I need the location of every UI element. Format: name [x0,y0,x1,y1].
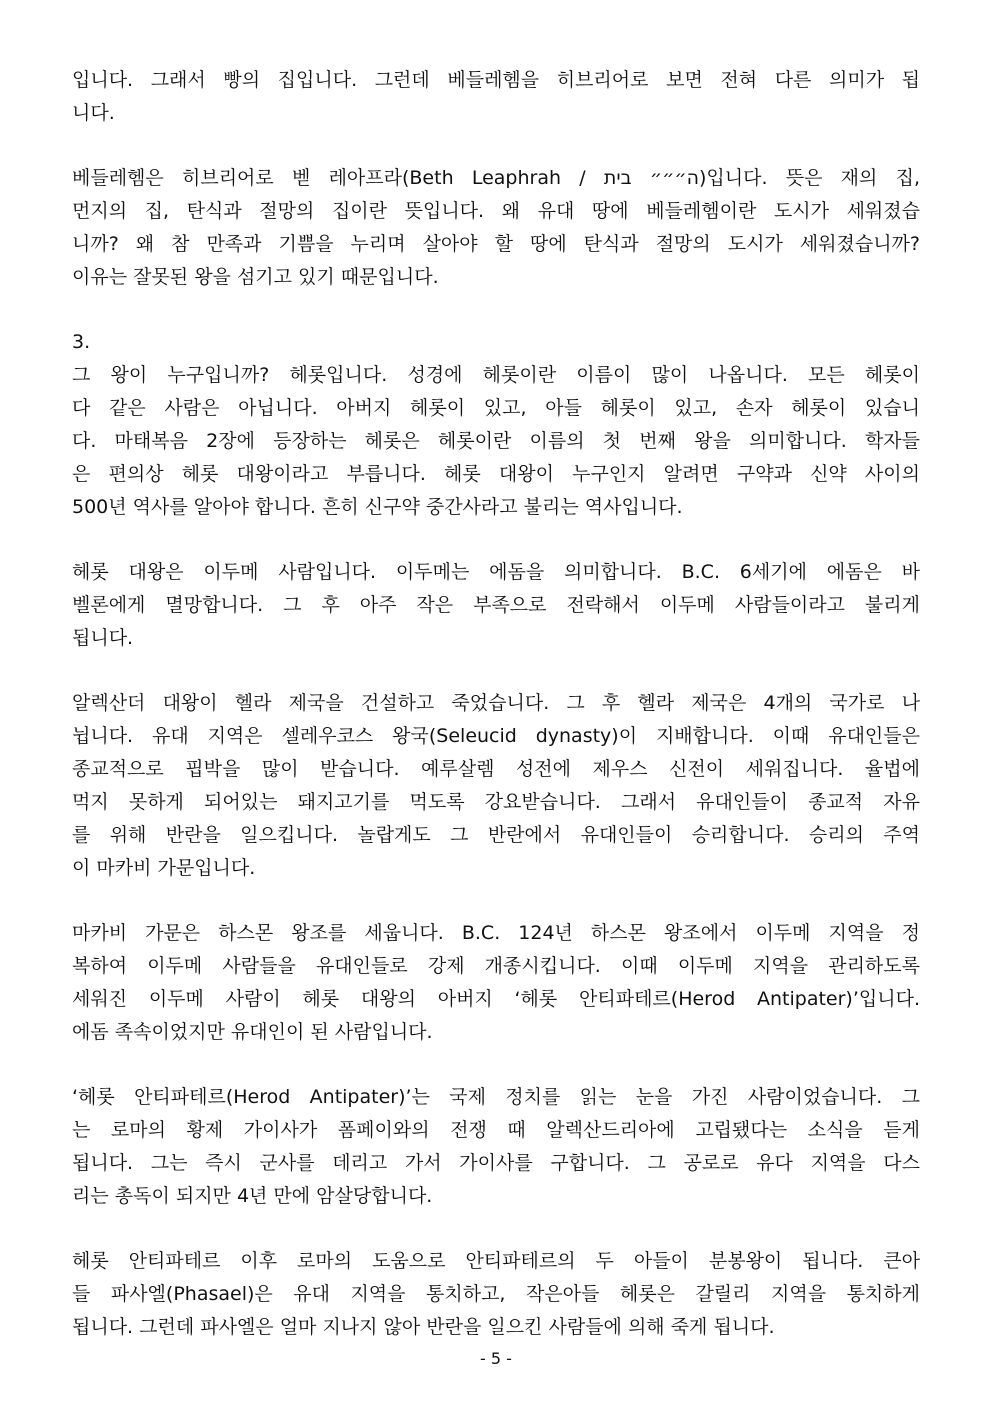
text-line: 됩니다. [72,627,134,649]
text-line: 다 같은 사람은 아닙니다. 아버지 헤롯이 있고, 아들 헤롯이 있고, 손자 헤롯이 있습니 [72,397,920,419]
text-line: 복하여 이두메 사람들을 유대인들로 강제 개종시킵니다. 이때 이두메 지역을 관리하도록 [72,955,920,977]
text-line: 먼지의 집, 탄식과 절망의 집이란 뜻입니다. 왜 유대 땅에 베들레헴이란 도시가 세워졌습 [72,200,920,222]
text-line: 다. 마태복음 2장에 등장하는 헤롯은 헤롯이란 이름의 첫 번째 왕을 의미합니다. 학자들 [72,430,920,452]
text-line: 세워진 이두메 사람이 헤롯 대왕의 아버지 ‘헤롯 안티파테르(Herod Antipater)’입니다. [72,988,920,1010]
paragraph-3 [72,326,920,524]
paragraph-2 [72,162,920,294]
text-line: 마카비 가문은 하스몬 왕조를 세웁니다. B.C. 124년 하스몬 왕조에서 이두메 지역을 정 [72,922,920,944]
text-line: 입니다. 그래서 빵의 집입니다. 그런데 베들레헴을 히브리어로 보면 전혀 다른 의미가 됩 [72,69,920,91]
text-line: 니다. [72,102,115,124]
text-line: 알렉산더 대왕이 헬라 제국을 건설하고 죽었습니다. 그 후 헬라 제국은 4개의 국가로 나 [72,692,920,714]
text-line: 뉩니다. 유대 지역은 셀레우코스 왕국(Seleucid dynasty)이 지배합니다. 이때 유대인들은 [72,725,920,747]
paragraph-5 [72,687,920,885]
text-line: 니까? 왜 참 만족과 기쁨을 누리며 살아야 할 땅에 탄식과 절망의 도시가 세워졌습니까? [72,233,920,255]
paragraph-1 [72,64,920,130]
text-line: 베들레헴은 히브리어로 벧 레아프라(Beth Leaphrah / ה״״״ בית)입니다. 뜻은 재의 집, [72,167,921,189]
section-number: 3. [72,331,91,353]
text-line: 리는 총독이 되지만 4년 만에 암살당합니다. [72,1185,433,1207]
paragraph-6 [72,917,920,1049]
text-line: 됩니다. 그런데 파사엘은 얼마 지나지 않아 반란을 일으킨 사람들에 의해 죽게 됩니다. [72,1316,775,1338]
text-line: 됩니다. 그는 즉시 군사를 데리고 가서 가이사를 구합니다. 그 공로로 유다 지역을 다스 [72,1152,920,1174]
text-line: 이 마카비 가문입니다. [72,857,256,879]
text-line: 벨론에게 멸망합니다. 그 후 아주 작은 부족으로 전락해서 이두메 사람들이라고 불리게 [72,594,920,616]
text-line: 그 왕이 누구입니까? 헤롯입니다. 성경에 헤롯이란 이름이 많이 나옵니다. 모든 헤롯이 [72,364,920,386]
text-line: 이유는 잘못된 왕을 섬기고 있기 때문입니다. [72,266,439,288]
text-line: 헤롯 안티파테르 이후 로마의 도움으로 안티파테르의 두 아들이 분봉왕이 됩니다. 큰아 [72,1250,920,1272]
text-line: 은 편의상 헤롯 대왕이라고 부릅니다. 헤롯 대왕이 누구인지 알려면 구약과 신약 사이의 [72,463,920,485]
page-number: - 5 - [480,1349,512,1368]
text-line: 는 로마의 황제 가이사가 폼페이와의 전쟁 때 알렉산드리아에 고립됐다는 소식을 듣게 [72,1119,920,1141]
text-line: 500년 역사를 알아야 합니다. 흔히 신구약 중간사라고 불리는 역사입니다. [72,496,683,518]
text-line: ‘헤롯 안티파테르(Herod Antipater)’는 국제 정치를 읽는 눈을 가진 사람이었습니다. 그 [72,1086,920,1108]
text-line: 헤롯 대왕은 이두메 사람입니다. 이두메는 에돔을 의미합니다. B.C. 6세기에 에돔은 바 [72,561,920,583]
text-line: 에돔 족속이었지만 유대인이 된 사람입니다. [72,1021,433,1043]
paragraph-4 [72,556,920,655]
text-line: 를 위해 반란을 일으킵니다. 놀랍게도 그 반란에서 유대인들이 승리합니다. 승리의 주역 [72,824,920,846]
paragraph-8 [72,1245,920,1344]
text-line: 들 파사엘(Phasael)은 유대 지역을 통치하고, 작은아들 헤롯은 갈릴리 지역을 통치하게 [72,1283,920,1305]
paragraph-7 [72,1081,920,1213]
document-body [72,64,920,1376]
text-line: 먹지 못하게 되어있는 돼지고기를 먹도록 강요받습니다. 그래서 유대인들이 종교적 자유 [72,791,920,813]
text-line: 종교적으로 핍박을 많이 받습니다. 예루살렘 성전에 제우스 신전이 세워집니다. 율법에 [72,758,920,780]
